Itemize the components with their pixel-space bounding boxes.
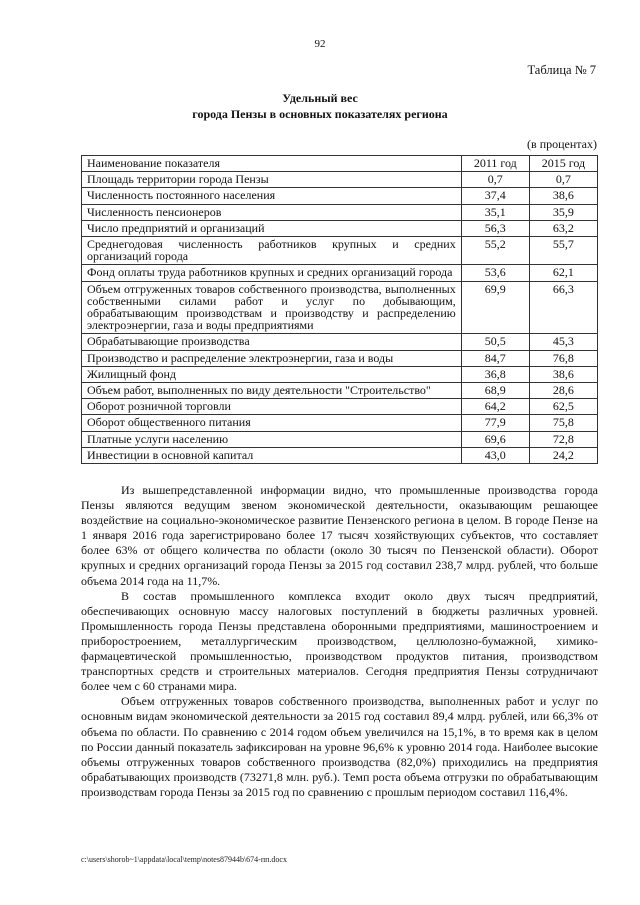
indicator-name: Объем отгруженных товаров собственного производства, выполненных собственными силами работ и услуг по добывающим, обрабатывающим производствам и производству и распределению электроэнергии, газа и воды предприятиями [82,281,462,334]
indicator-name: Жилищный фонд [82,366,462,382]
indicator-name: Оборот общественного питания [82,415,462,431]
value-2011: 69,6 [461,431,529,447]
table-row [82,204,598,220]
indicator-name: Оборот розничной торговли [82,399,462,415]
indicators-table-body [82,156,598,464]
paragraph: Объем отгруженных товаров собственного производства, выполненных работ и услуг по основным видам экономической деятельности за 2015 год составил 89,4 млрд. рублей, или 66,3% от объема по области. По сравнению с 2014 годом объем увеличился на 15,1%, в то время как в целом по России данный показатель зафиксирован на уровне 96,6% к уровню 2014 года. Наиболее высокие объемы отгруженных товаров собственного производства (82,0%) приходились на предприятия обрабатывающих производств (73271,8 млн. руб.). Темп роста объема отгрузки по обрабатывающим производствам города Пензы за 2015 год по сравнению с прошлым периодом составил 116,4%. [81,694,598,799]
units-note: (в процентах) [527,137,597,151]
table-row [82,366,598,382]
value-2015: 38,6 [529,366,597,382]
table-row [82,431,598,447]
value-2015: 62,5 [529,399,597,415]
value-2011: 84,7 [461,350,529,366]
value-2015: 24,2 [529,447,597,463]
value-2011: 68,9 [461,383,529,399]
indicator-name: Число предприятий и организаций [82,220,462,236]
indicator-name: Фонд оплаты труда работников крупных и средних организаций города [82,265,462,281]
value-2015: 55,7 [529,237,597,265]
value-2011: 37,4 [461,188,529,204]
value-2011: 53,6 [461,265,529,281]
value-2011: 77,9 [461,415,529,431]
body-text [81,483,598,800]
value-2011: 36,8 [461,366,529,382]
indicator-name: Площадь территории города Пензы [82,172,462,188]
indicator-name: Обрабатывающие производства [82,334,462,350]
value-2015: 62,1 [529,265,597,281]
page-number: 92 [314,38,326,50]
value-2015: 35,9 [529,204,597,220]
table-row [82,350,598,366]
value-2015: 72,8 [529,431,597,447]
header-2011: 2011 год [461,156,529,172]
indicator-name: Инвестиции в основной капитал [82,447,462,463]
indicators-table [81,155,598,464]
indicator-name: Численность постоянного населения [82,188,462,204]
paragraph: Из вышепредставленной информации видно, что промышленные производства города Пензы являются ведущим звеном экономической деятельности, оказывающим решающее воздействие на социально-экономическое развитие Пензенского региона в целом. В городе Пензе на 1 января 2016 года зарегистрировано более 17 тысяч хозяйствующих субъектов, что составляет более 63% от общего количества по области (около 30 тысяч по Пензенской области). Оборот крупных и средних организаций города Пензы за 2015 год составил 238,7 млрд. рублей, что больше объема 2014 года на 11,7%. [81,483,598,588]
value-2011: 55,2 [461,237,529,265]
table-header-row [82,156,598,172]
table-row [82,237,598,265]
paragraph: В состав промышленного комплекса входит около двух тысяч предприятий, обеспечивающих основную массу налоговых поступлений в бюджеты различных уровней. Промышленность города Пензы представлена оборонными предприятиями, машиностроением и приборостроением, металлургическим производством, целлюлозно-бумажной, химико-фармацевтической промышленностью, производством продуктов питания, производством транспортных средств и строительных материалов. Сегодня предприятия Пензы сотрудничают более чем с 60 странами мира. [81,588,598,694]
table-label: Таблица № 7 [527,63,596,77]
table-row [82,383,598,399]
value-2011: 35,1 [461,204,529,220]
indicator-name: Объем работ, выполненных по виду деятельности "Строительство" [82,383,462,399]
value-2015: 28,6 [529,383,597,399]
table-title [0,90,640,122]
table-row [82,188,598,204]
value-2015: 76,8 [529,350,597,366]
value-2011: 50,5 [461,334,529,350]
value-2011: 64,2 [461,399,529,415]
table-row [82,281,598,334]
indicator-name: Платные услуги населению [82,431,462,447]
value-2015: 38,6 [529,188,597,204]
value-2015: 63,2 [529,220,597,236]
value-2015: 75,8 [529,415,597,431]
value-2011: 69,9 [461,281,529,334]
header-indicator: Наименование показателя [82,156,462,172]
value-2015: 45,3 [529,334,597,350]
indicator-name: Производство и распределение электроэнергии, газа и воды [82,350,462,366]
value-2011: 56,3 [461,220,529,236]
table-row [82,334,598,350]
header-2015: 2015 год [529,156,597,172]
table-row [82,172,598,188]
indicator-name: Численность пенсионеров [82,204,462,220]
table-row [82,220,598,236]
table-row [82,415,598,431]
table-title-line-2: города Пензы в основных показателях региона [192,107,448,121]
indicator-name: Среднегодовая численность работников крупных и средних организаций города [82,237,462,265]
value-2011: 0,7 [461,172,529,188]
value-2015: 66,3 [529,281,597,334]
value-2015: 0,7 [529,172,597,188]
file-path-footer: c:\users\shorob~1\appdata\local\temp\notes87944b\674-пп.docx [81,855,287,864]
table-row [82,447,598,463]
table-title-line-1: Удельный вес [282,91,358,105]
value-2011: 43,0 [461,447,529,463]
table-row [82,265,598,281]
table-row [82,399,598,415]
